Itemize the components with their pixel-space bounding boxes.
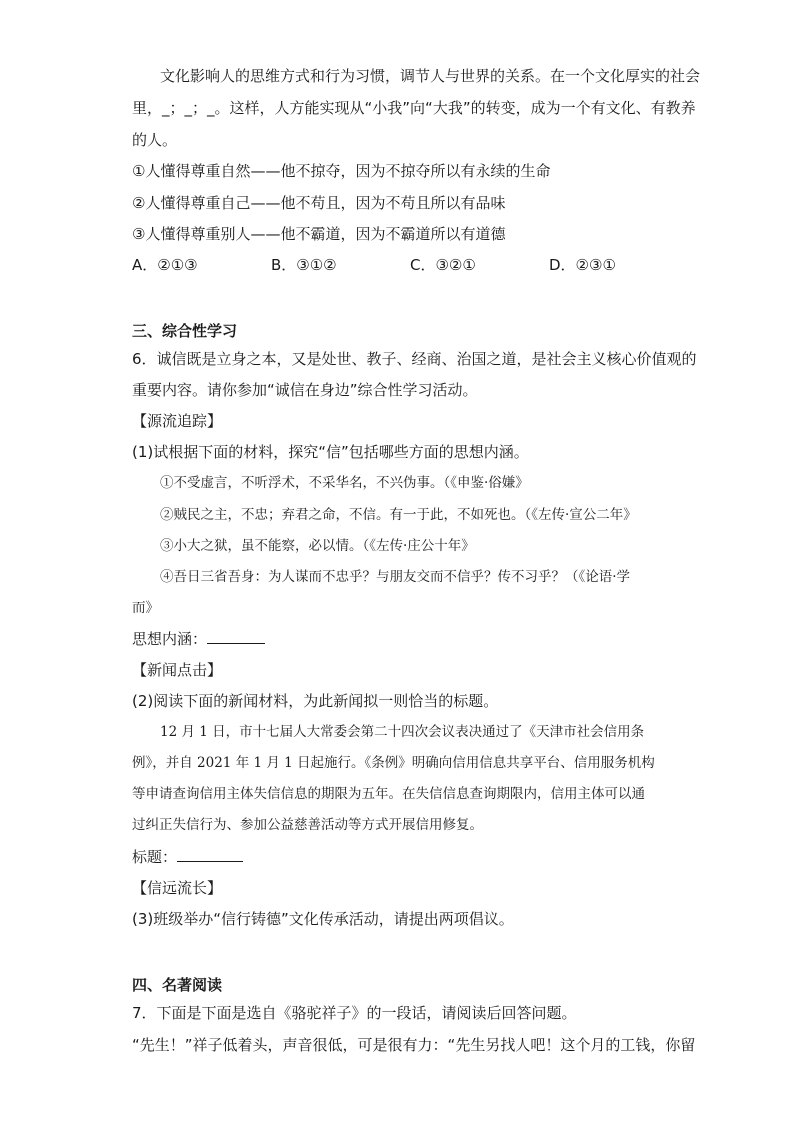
section-4-heading: 四、名著阅读	[132, 976, 223, 994]
q5-passage-line-1: 文化影响人的思维方式和行为习惯，调节人与世界的关系。在一个文化厚实的社会	[160, 67, 701, 85]
q5-option-d[interactable]: D．②③①	[549, 256, 616, 274]
sub1-question: (1)试根据下面的材料，探究“信”包括哪些方面的思想内涵。	[132, 443, 529, 461]
q7-line-1: 7．下面是下面是选自《骆驼祥子》的一段话，请阅读后回答问题。	[132, 1004, 577, 1022]
sub2-question: (2)阅读下面的新闻材料，为此新闻拟一则恰当的标题。	[132, 692, 499, 710]
q5-option-a[interactable]: A．②①③	[132, 256, 198, 274]
sub1-title: 【源流追踪】	[132, 412, 223, 430]
quote-2: ②贼民之主，不忠；弃君之命，不信。有一于此，不如死也。（《左传·宣公二年》	[160, 507, 637, 523]
answer-2-blank[interactable]	[177, 847, 243, 862]
news-line-3: 等申请查询信用主体失信信息的期限为五年。在失信信息查询期限内，信用主体可以通	[132, 786, 645, 802]
news-line-2: 例》，并自 2021 年 1 月 1 日起施行。《条例》明确向信用信息共享平台、信用服务机构	[132, 755, 655, 771]
answer-2-label: 标题：	[132, 848, 178, 866]
q5-item-2: ②人懂得尊重自己——他不苟且，因为不苟且所以有品味	[132, 194, 506, 212]
sub2-title: 【新闻点击】	[132, 661, 223, 679]
quote-4: ④吾日三省吾身：为人谋而不忠乎？与朋友交而不信乎？传不习乎？（《论语·学	[160, 569, 631, 585]
answer-1-blank[interactable]	[207, 629, 265, 644]
quote-4-continued: 而》	[132, 600, 159, 616]
section-3-heading: 三、综合性学习	[132, 322, 238, 340]
q5-item-3: ③人懂得尊重别人——他不霸道，因为不霸道所以有道德	[132, 225, 506, 243]
q5-passage-line-3: 的人。	[132, 131, 178, 149]
quote-3: ③小大之狱，虽不能察，必以情。（《左传·庄公十年》	[160, 538, 475, 554]
news-line-1: 12 月 1 日，市十七届人大常委会第二十四次会议表决通过了《天津市社会信用条	[160, 724, 645, 740]
q5-passage-line-2: 里，_；_；_。这样，人方能实现从“小我”向“大我”的转变，成为一个有文化、有教养	[132, 99, 696, 117]
answer-1-row	[132, 629, 662, 649]
q5-option-b[interactable]: B．③①②	[271, 256, 337, 274]
answer-2-row	[132, 847, 662, 867]
q7-line-2: “先生！”祥子低着头，声音很低，可是很有力：“先生另找人吧！这个月的工钱，你留	[132, 1036, 696, 1054]
q6-line-1: 6．诚信既是立身之本，又是处世、教子、经商、治国之道，是社会主义核心价值观的	[132, 350, 697, 368]
news-line-4: 过纠正失信行为、参加公益慈善活动等方式开展信用修复。	[132, 817, 483, 833]
answer-1-label: 思想内涵：	[132, 630, 208, 648]
sub3-question: (3)班级举办“信行铸德”文化传承活动，请提出两项倡议。	[132, 910, 514, 928]
sub3-title: 【信远流长】	[132, 879, 223, 897]
q5-option-c[interactable]: C．③②①	[410, 256, 476, 274]
quote-1: ①不受虚言，不听浮术，不采华名，不兴伪事。（《申鉴·俗嫌》	[160, 475, 529, 491]
q6-line-2: 重要内容。请你参加“诚信在身边”综合性学习活动。	[132, 381, 478, 399]
q5-item-1: ①人懂得尊重自然——他不掠夺，因为不掠夺所以有永续的生命	[132, 162, 551, 180]
